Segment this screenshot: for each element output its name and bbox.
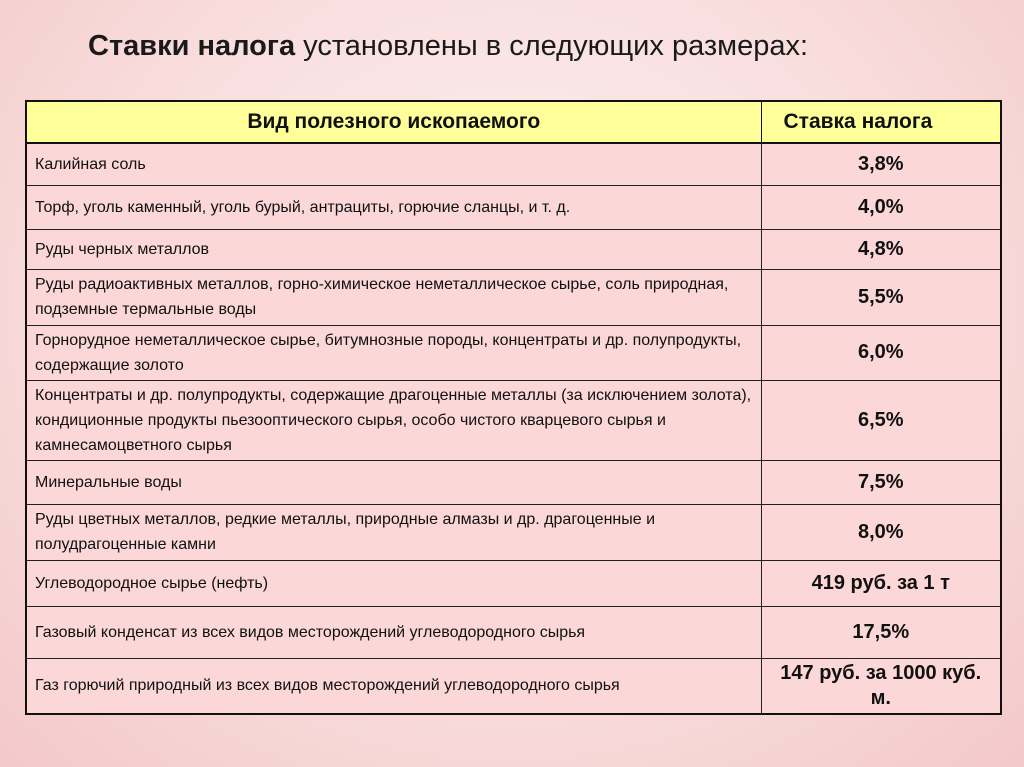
table-row	[26, 606, 1001, 658]
mineral-cell: Концентраты и др. полупродукты, содержащие драгоценные металлы (за исключением золота), кондиционные продукты пьезооптического сырья, особо чистого кварцевого сырья и камнесамоцветного сырья	[26, 380, 761, 460]
mineral-cell: Руды радиоактивных металлов, горно-химическое неметаллическое сырье, соль природная, подземные термальные воды	[26, 269, 761, 325]
rate-cell: 5,5%	[761, 269, 1001, 325]
rate-cell: 6,0%	[761, 325, 1001, 380]
mineral-cell: Калийная соль	[26, 143, 761, 185]
table-row	[26, 560, 1001, 606]
rate-cell: 147 руб. за 1000 куб. м.	[761, 658, 1001, 714]
rate-cell: 17,5%	[761, 606, 1001, 658]
tax-rates-table	[25, 100, 1002, 715]
table-row	[26, 143, 1001, 185]
table-row	[26, 658, 1001, 714]
rate-cell: 419 руб. за 1 т	[761, 560, 1001, 606]
mineral-cell: Газовый конденсат из всех видов месторождений углеводородного сырья	[26, 606, 761, 658]
mineral-cell: Горнорудное неметаллическое сырье, битумнозные породы, концентраты и др. полупродукты, содержащие золото	[26, 325, 761, 380]
table-row	[26, 269, 1001, 325]
rate-cell: 7,5%	[761, 460, 1001, 504]
table-header-row	[26, 101, 1001, 143]
title-rest-part: установлены в следующих размерах:	[295, 30, 809, 62]
table-row	[26, 504, 1001, 560]
table-row	[26, 229, 1001, 269]
page-title	[88, 30, 988, 63]
header-tax-rate: Ставка налога	[761, 101, 1001, 143]
mineral-cell: Газ горючий природный из всех видов месторождений углеводородного сырья	[26, 658, 761, 714]
header-mineral-type: Вид полезного ископаемого	[26, 101, 761, 143]
rate-cell: 4,8%	[761, 229, 1001, 269]
rate-cell: 3,8%	[761, 143, 1001, 185]
table-row	[26, 380, 1001, 460]
rate-cell: 8,0%	[761, 504, 1001, 560]
rate-cell: 6,5%	[761, 380, 1001, 460]
table-row	[26, 185, 1001, 229]
mineral-cell: Руды цветных металлов, редкие металлы, природные алмазы и др. драгоценные и полудрагоценные камни	[26, 504, 761, 560]
mineral-cell: Углеводородное сырье (нефть)	[26, 560, 761, 606]
mineral-cell: Руды черных металлов	[26, 229, 761, 269]
title-bold-part: Ставки налога	[88, 30, 296, 62]
rate-cell: 4,0%	[761, 185, 1001, 229]
table-row	[26, 460, 1001, 504]
mineral-cell: Торф, уголь каменный, уголь бурый, антрациты, горючие сланцы, и т. д.	[26, 185, 761, 229]
mineral-cell: Минеральные воды	[26, 460, 761, 504]
table-row	[26, 325, 1001, 380]
